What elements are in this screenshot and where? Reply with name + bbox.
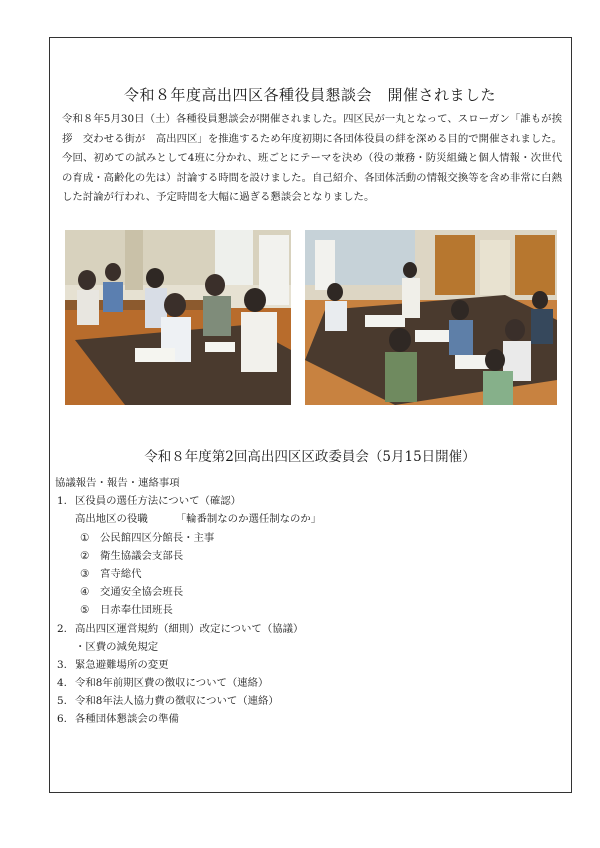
role-marker: ④ [80, 586, 90, 599]
role-marker: ① [80, 531, 90, 544]
meeting-photo-right [305, 230, 557, 405]
committee-subtitle: 令和８年度第2回高出四区区政委員会（5月15日開催） [144, 449, 476, 465]
role-label: 高出地区の役職 [75, 513, 148, 526]
role-text: 日赤奉仕団班長 [100, 604, 173, 617]
agenda-heading: 協議報告・報告・連絡事項 [55, 477, 180, 489]
role-marker: ② [80, 549, 90, 562]
agenda-item-number: 1. [57, 495, 67, 508]
meeting-photo-right-image [305, 230, 557, 405]
agenda-item-text: 令和8年法人協力費の徴収について（連絡） [75, 695, 279, 708]
agenda-item-5 [55, 692, 555, 710]
meeting-photo-left-image [65, 230, 291, 405]
intro-paragraph: 令和８年5月30日（土）各種役員懇談会が開催されました。四区民が一丸となって、スローガン「誰もが挨拶 交わせる街が 高出四区」を推進するため年度初期に各団体役員の絆を深める目的で開催されました。今回、初めての試みとして4班に分かれ、班ごとにテーマを決め（役の兼務・防災組織と個人情報・次世代の育成・高齢化の先は）討論する時間を設けました。自己紹介、各団体活動の情報交換等を含め非常に白熱した討論が行われ、予定時間を大幅に過ぎる懇談会となりました。 [62, 113, 562, 203]
role-question: 「輪番制なのか選任制なのか」 [175, 513, 322, 526]
agenda-item-text: 高出四区運営規約（細則）改定について（協議） [75, 622, 304, 635]
meeting-photo-left [65, 230, 291, 405]
role-item [55, 529, 555, 547]
agenda-item-6 [55, 710, 555, 728]
agenda-list [55, 474, 555, 729]
agenda-item-text: 緊急避難場所の変更 [75, 658, 169, 671]
role-item [55, 565, 555, 583]
agenda-item-2 [55, 620, 555, 638]
page-title: 令和８年度高出四区各種役員懇談会 開催されました [123, 86, 496, 104]
agenda-item-text: 区役員の選任方法について（確認） [75, 495, 242, 508]
agenda-item-number: 5. [57, 695, 67, 708]
agenda-item-number: 2. [57, 622, 67, 635]
role-marker: ⑤ [80, 604, 90, 617]
agenda-subitem: ・区費の減免規定 [75, 640, 159, 653]
role-text: 交通安全協会班長 [100, 586, 184, 599]
agenda-item-number: 6. [57, 713, 67, 726]
role-text: 衛生協議会支部長 [100, 549, 184, 562]
role-marker: ③ [80, 567, 90, 580]
agenda-item-3 [55, 656, 555, 674]
role-item [55, 583, 555, 601]
agenda-item-4 [55, 674, 555, 692]
agenda-item-number: 3. [57, 658, 67, 671]
agenda-item-text: 令和8年前期区費の徴収について（連絡） [75, 677, 269, 690]
role-text: 宮寺総代 [100, 567, 142, 580]
agenda-item-1 [55, 492, 555, 510]
role-text: 公民館四区分館長・主事 [100, 531, 215, 544]
agenda-item-number: 4. [57, 677, 67, 690]
role-header [55, 510, 555, 528]
role-item [55, 547, 555, 565]
agenda-item-text: 各種団体懇談会の準備 [75, 713, 179, 726]
role-item [55, 601, 555, 619]
